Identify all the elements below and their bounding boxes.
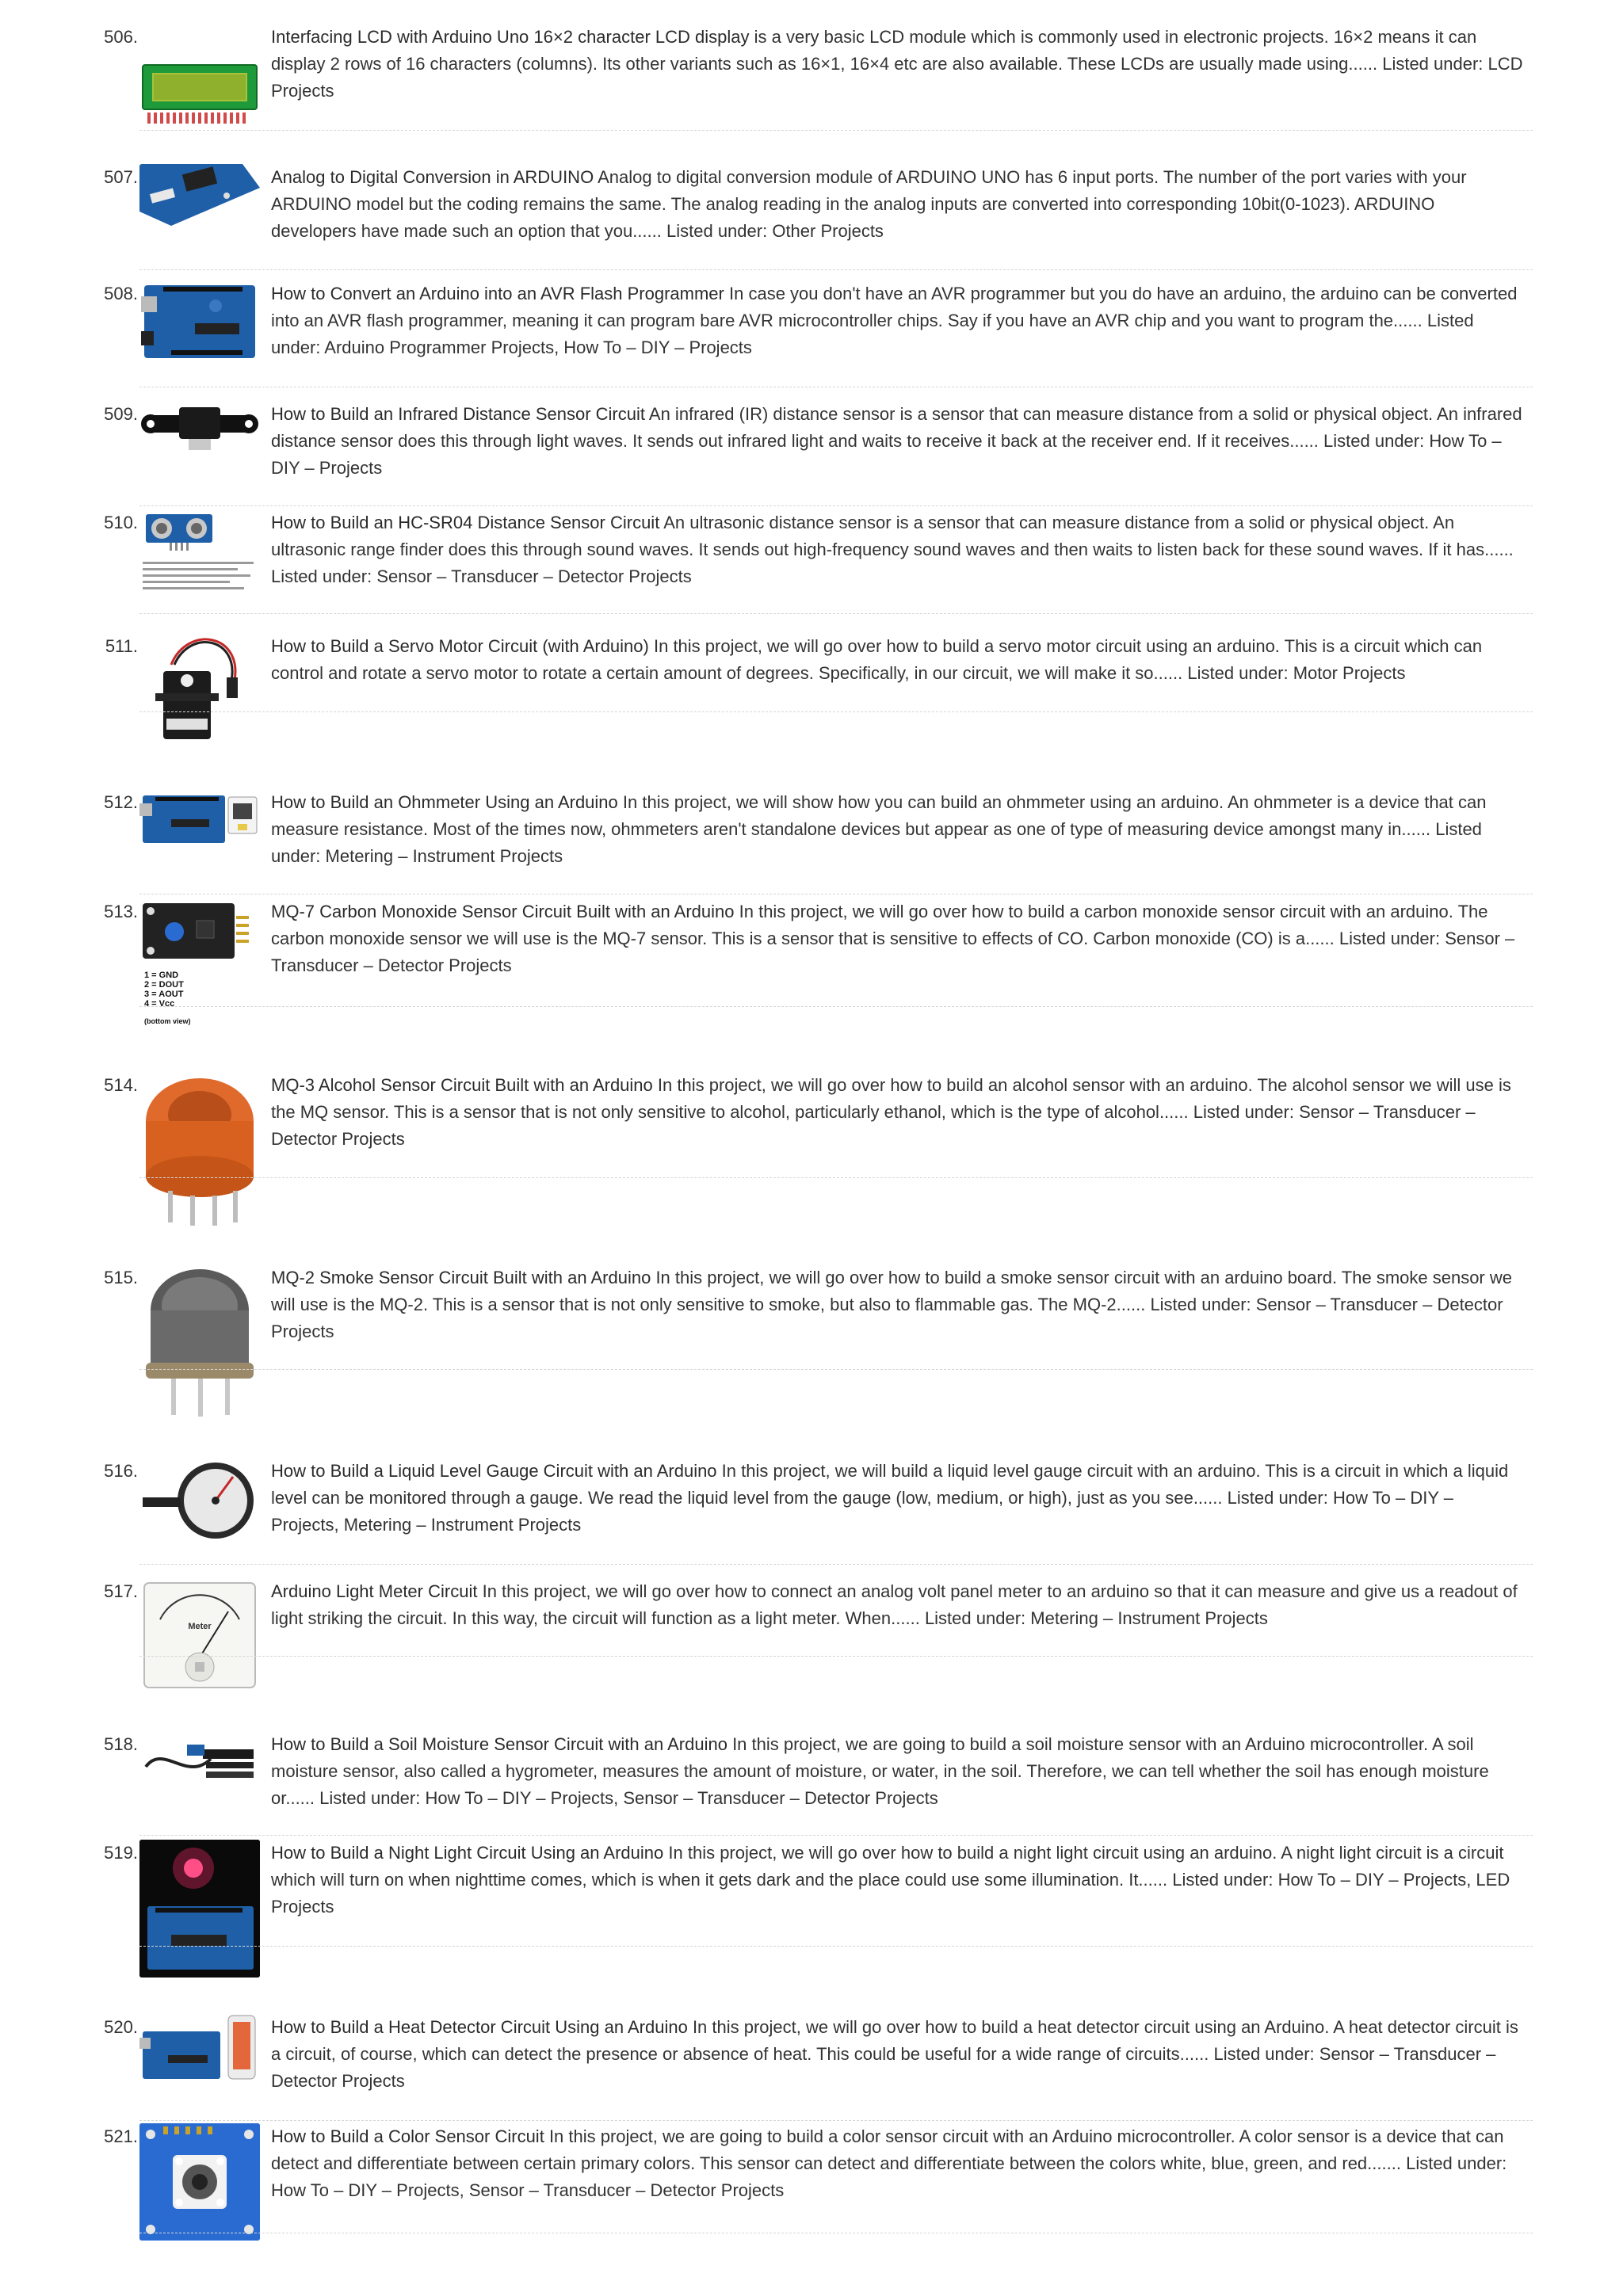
category-link[interactable]: Sensor – Transducer – Detector Projects (271, 1102, 1476, 1149)
entry-number: 518. (104, 1734, 138, 1754)
mq7-module-image[interactable] (139, 900, 260, 1035)
entry-title-link[interactable]: MQ-3 Alcohol Sensor Circuit Built with an Arduino (271, 1075, 653, 1095)
pin-label: 1 = GND (144, 971, 179, 980)
listed-under-label: Listed under: (271, 819, 1482, 866)
entry-excerpt: In this project, we will go over how to connect an analog volt panel meter to an arduino so that it can measure and give us a readout of light striking the circuit. In this way, the circuit will function as a light meter. When...... (271, 1581, 1518, 1628)
separator (139, 711, 1533, 712)
listed-under-label: Listed under: (1187, 663, 1289, 683)
entry-description (271, 24, 1523, 105)
entry-description (271, 509, 1523, 590)
listed-under-label: Listed under: (1172, 1870, 1274, 1890)
category-link[interactable]: Sensor – Transducer – Detector Projects (271, 1295, 1503, 1341)
category-link[interactable]: How To – DIY – Projects, Metering – Instrument Projects (271, 1488, 1453, 1535)
separator (139, 1835, 1533, 1836)
mq3-sensor-image[interactable] (139, 1072, 260, 1227)
separator (139, 1564, 1533, 1565)
entry-number: 520. (104, 2017, 138, 2037)
entry-number: 516. (104, 1461, 138, 1481)
entry-excerpt: Analog to digital conversion module of ARDUINO UNO has 6 input ports. The number of the port varies with your ARDUINO model but the coding remains the same. The analog reading in the analog inputs are converted into corresponding 10bit(0-1023). ARDUINO developers have made such an option that you...... (271, 167, 1467, 241)
separator (139, 2120, 1533, 2121)
entry-description (271, 1458, 1523, 1539)
entry-number: 513. (104, 902, 138, 921)
listed-under-label: Listed under: (1406, 2153, 1507, 2173)
entry-number: 519. (104, 1843, 138, 1863)
entry-title-link[interactable]: MQ-7 Carbon Monoxide Sensor Circuit Built with an Arduino (271, 902, 735, 921)
pin-label: 2 = DOUT (144, 980, 184, 990)
separator (139, 1177, 1533, 1178)
category-link[interactable]: Sensor – Transducer – Detector Projects (271, 929, 1515, 975)
category-link[interactable]: Other Projects (772, 221, 884, 241)
entry-number: 511. (105, 636, 138, 656)
view-label: (bottom view) (144, 1017, 191, 1025)
entry-description (271, 401, 1523, 482)
listed-under-label: Listed under: (1323, 431, 1425, 451)
category-link[interactable]: Arduino Programmer Projects, How To – DIY – Projects (324, 338, 752, 357)
ir-sensor-image[interactable] (139, 404, 260, 455)
listed-under-label: Listed under: (319, 1788, 421, 1808)
entry-excerpt: In this project, we will go over how to build a heat detector circuit using an Arduino. A heat detector circuit is a circuit, of course, which can detect the presence or absence of heat. This could be useful for a wide range of circuits...... (271, 2017, 1518, 2064)
entry-excerpt: In this project, we will go over how to build an alcohol sensor with an arduino. The alcohol sensor we will use is the MQ sensor. This is a sensor that is not only sensitive to alcohol, particularly ethanol, which is the type of alcohol...... (271, 1075, 1511, 1122)
entry-description (271, 2014, 1523, 2095)
entry-title-link[interactable]: How to Build a Heat Detector Circuit Using an Arduino (271, 2017, 688, 2037)
listed-under-label: Listed under: (271, 566, 372, 586)
entry-excerpt: In this project, we will go over how to build a servo motor circuit using an arduino. This is a circuit which can control and rotate a servo motor to rotate a certain amount of degrees. Specifically, in our circuit, we will make it so...... (271, 636, 1483, 683)
entry-description (271, 1840, 1523, 1920)
entry-title-link[interactable]: Interfacing LCD with Arduino Uno 16×2 character LCD display (271, 27, 750, 47)
ohmmeter-image[interactable] (139, 789, 260, 846)
meter-label: Meter (188, 1622, 212, 1631)
entry-description (271, 1072, 1523, 1153)
listed-under-label: Listed under: (666, 221, 768, 241)
listed-under-label: Listed under: (1227, 1488, 1328, 1508)
pin-label: 4 = Vcc (144, 999, 175, 1009)
listed-under-label: Listed under: (1382, 54, 1484, 74)
arduino-board-image[interactable] (139, 164, 260, 226)
category-link[interactable]: How To – DIY – Projects (271, 431, 1502, 478)
entry-number: 515. (104, 1268, 138, 1287)
entry-title-link[interactable]: How to Build a Servo Motor Circuit (with Arduino) (271, 636, 649, 656)
entry-title-link[interactable]: MQ-2 Smoke Sensor Circuit Built with an Arduino (271, 1268, 651, 1287)
entry-description (271, 1731, 1523, 1812)
entry-excerpt: An ultrasonic distance sensor is a sensor that can measure distance from a solid or physical object. An ultrasonic range finder does this through sound waves. It sends out high-frequency sound waves and then waits to listen back for these sound waves. If it has...... (271, 513, 1514, 559)
category-link[interactable]: LCD Projects (271, 54, 1523, 101)
entry-excerpt: In this project, we are going to build a color sensor circuit with an Arduino microcontroller. A color sensor is a device that can detect and differentiate between certain primary colors. This sensor can detect and differentiate between the colors white, blue, green, and red....... (271, 2126, 1504, 2173)
entry-number: 510. (104, 513, 138, 532)
entry-description (271, 164, 1523, 245)
entry-title-link[interactable]: Arduino Light Meter Circuit (271, 1581, 478, 1601)
listed-under-label: Listed under: (1193, 1102, 1294, 1122)
entry-number: 517. (104, 1581, 138, 1601)
separator (139, 1369, 1533, 1370)
lcd-display-image[interactable] (139, 59, 260, 130)
liquid-gauge-image[interactable] (139, 1458, 260, 1543)
entry-title-link[interactable]: How to Build a Color Sensor Circuit (271, 2126, 544, 2146)
entry-title-link[interactable]: How to Build a Liquid Level Gauge Circuit with an Arduino (271, 1461, 717, 1481)
separator (139, 505, 1533, 506)
category-link[interactable]: How To – DIY – Projects, LED Projects (271, 1870, 1510, 1917)
entry-title-link[interactable]: How to Build an HC-SR04 Distance Sensor Circuit (271, 513, 660, 532)
pin-label: 3 = AOUT (144, 990, 184, 999)
entry-excerpt: In this project, we will go over how to build a smoke sensor circuit with an arduino board. The smoke sensor we will use is the MQ-2. This is a sensor that is not only sensitive to smoke, but also to flammable gas. The MQ-2...... (271, 1268, 1512, 1314)
arduino-uno-image[interactable] (139, 280, 260, 363)
category-link[interactable]: Metering – Instrument Projects (1030, 1608, 1268, 1628)
entry-excerpt: In this project, we are going to build a soil moisture sensor with an Arduino microcontroller. A soil moisture sensor, also called a hygrometer, measures the amount of moisture, or water, in the soil. Therefore, we can tell whether the soil has enough moisture or...... (271, 1734, 1489, 1808)
entry-title-link[interactable]: How to Build a Soil Moisture Sensor Circuit with an Arduino (271, 1734, 727, 1754)
entry-description (271, 1578, 1523, 1632)
separator (139, 130, 1533, 131)
entry-title-link[interactable]: How to Build an Infrared Distance Sensor Circuit (271, 404, 645, 424)
category-link[interactable]: How To – DIY – Projects, Sensor – Transducer – Detector Projects (425, 1788, 938, 1808)
entry-excerpt: In this project, we will go over how to build a night light circuit using an arduino. A night light circuit is a circuit which will turn on when nighttime comes, which is when it gets dark and the place could use some illumination. It...... (271, 1843, 1504, 1890)
soil-sensor-image[interactable] (139, 1735, 260, 1792)
entry-description (271, 2123, 1523, 2204)
entry-title-link[interactable]: Analog to Digital Conversion in ARDUINO (271, 167, 594, 187)
entry-description (271, 1264, 1523, 1345)
separator (139, 1006, 1533, 1007)
entry-excerpt: is a very basic LCD module which is commonly used in electronic projects. 16×2 means it can display 2 rows of 16 characters (columns). Its other variants such as 16×1, 16×4 etc are also available. These LCDs are usually made using...... (271, 27, 1477, 74)
entry-excerpt: In this project, we will show how you can build an ohmmeter using an arduino. An ohmmeter is a device that can measure resistance. Most of the times now, ohmmeters aren't standalone devices but appear as one of type of measuring device amongst many in...... (271, 792, 1487, 839)
entry-description (271, 633, 1523, 687)
entry-excerpt: An infrared (IR) distance sensor is a sensor that can measure distance from a solid or physical object. An infrared distance sensor does this through light waves. It sends out infrared light and waits to receive it back at the receiver end. If it receives...... (271, 404, 1522, 451)
separator (139, 613, 1533, 614)
category-link[interactable]: Motor Projects (1293, 663, 1406, 683)
entry-number: 509. (104, 404, 138, 424)
entry-number: 521. (104, 2126, 138, 2146)
entry-excerpt: In this project, we will build a liquid level gauge circuit with an arduino. This is a circuit in which a liquid level can be monitored through a gauge. We read the liquid level from the gauge (low, medium, or high), just as you see...... (271, 1461, 1509, 1508)
separator (139, 269, 1533, 270)
mq2-sensor-image[interactable] (139, 1264, 260, 1420)
entry-description (271, 898, 1523, 979)
category-link[interactable]: How To – DIY – Projects, Sensor – Transducer – Detector Projects (271, 2180, 785, 2200)
entry-excerpt: In case you don't have an AVR programmer but you do have an arduino, the arduino can be converted into an AVR flash programmer, meaning it can program bare AVR microcontroller chips. Say if you have an AVR chip and you want to program the...... (271, 284, 1518, 330)
listed-under-label: Listed under: (1338, 929, 1441, 948)
listed-under-label: Listed under: (1150, 1295, 1251, 1314)
panel-meter-image[interactable] (139, 1580, 260, 1691)
entry-description (271, 789, 1523, 870)
entry-description (271, 280, 1523, 361)
entry-excerpt: In this project, we will go over how to build a carbon monoxide sensor circuit with an arduino. The carbon monoxide sensor we will use is the MQ-7 sensor. This is a sensor that is sensitive to effects of CO. Carbon monoxide (CO) is a...... (271, 902, 1488, 948)
entry-number: 512. (104, 792, 138, 812)
category-link[interactable]: Sensor – Transducer – Detector Projects (271, 2044, 1496, 2091)
entry-title-link[interactable]: How to Build an Ohmmeter Using an Arduino (271, 792, 618, 812)
separator (139, 1656, 1533, 1657)
category-link[interactable]: Metering – Instrument Projects (325, 846, 563, 866)
ultrasonic-sensor-image[interactable] (139, 511, 260, 597)
listed-under-label: Listed under: (1213, 2044, 1315, 2064)
color-sensor-image[interactable] (139, 2123, 260, 2241)
entry-number: 508. (104, 284, 138, 303)
entry-number: 506. (104, 27, 138, 47)
category-link[interactable]: Sensor – Transducer – Detector Projects (376, 566, 692, 586)
heat-detector-image[interactable] (139, 2012, 260, 2085)
entry-title-link[interactable]: How to Build a Night Light Circuit Using an Arduino (271, 1843, 664, 1863)
servo-motor-image[interactable] (139, 633, 260, 752)
night-light-image[interactable] (139, 1840, 260, 1978)
entry-number: 507. (104, 167, 138, 187)
entry-title-link[interactable]: How to Convert an Arduino into an AVR Flash Programmer (271, 284, 724, 303)
listed-under-label: Listed under: (924, 1608, 1026, 1628)
separator (139, 1946, 1533, 1947)
entry-number: 514. (104, 1075, 138, 1095)
listed-under-label: Listed under: (271, 311, 1474, 357)
